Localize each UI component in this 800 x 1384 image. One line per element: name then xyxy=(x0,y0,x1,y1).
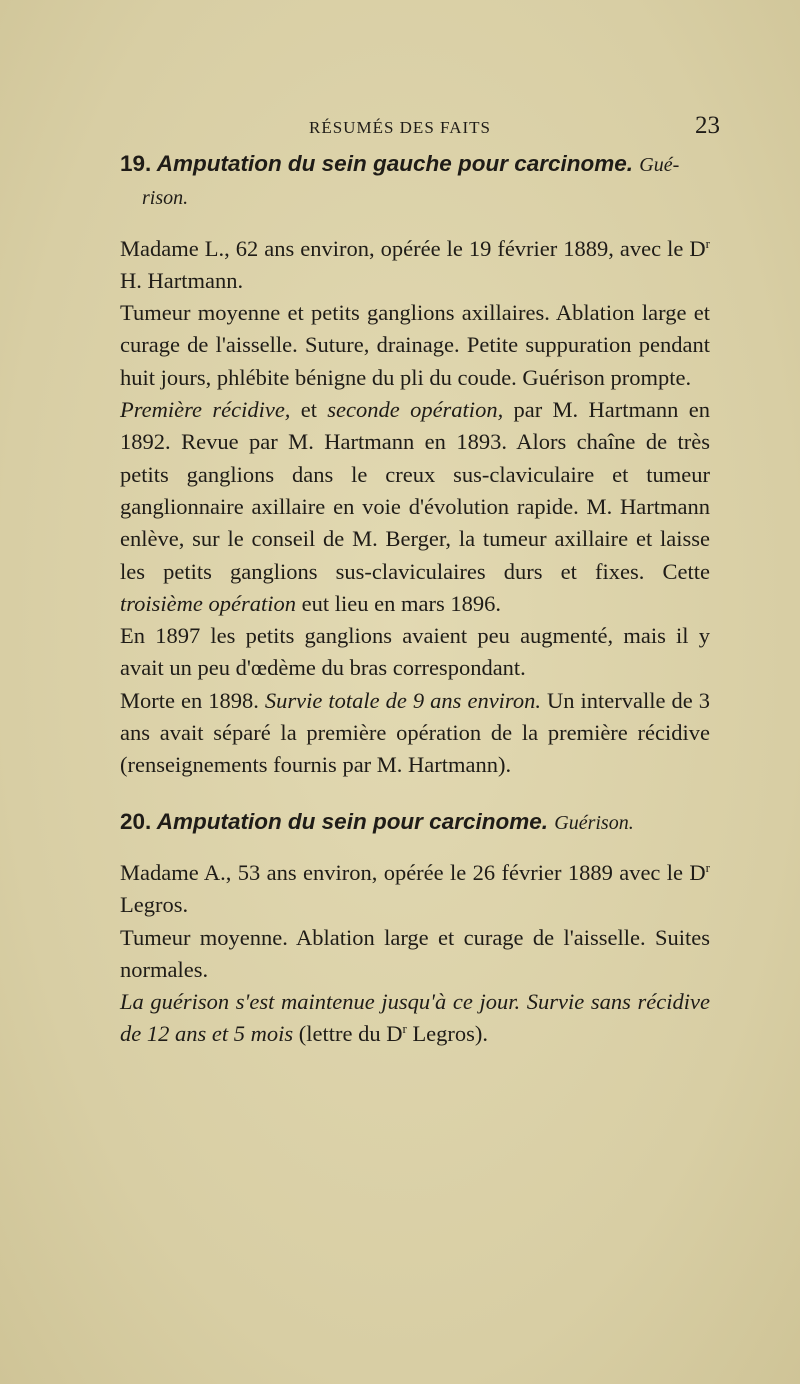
case-19-paragraph-2: Tumeur moyenne et petits ganglions axillaires. Ablation large et curage de l'aisselle. Suture, drainage. Petite suppuration pendant huit jours, phlébite bénigne du pli du coude. Guérison prompte. xyxy=(120,300,710,390)
case-19-heading xyxy=(120,148,710,215)
body-text xyxy=(120,148,710,1051)
case-19-title: Amputation du sein gauche pour carcinome. xyxy=(156,151,634,176)
case-20-heading xyxy=(120,806,710,839)
case-20-title: Amputation du sein pour carcinome. xyxy=(156,808,548,834)
case-20-number: 20. xyxy=(120,808,152,834)
case-19-paragraph-5: Morte en 1898. Survie totale de 9 ans environ. Un intervalle de 3 ans avait séparé la première opération de la première récidive (renseignements fournis par M. Hartmann). xyxy=(120,687,710,778)
case-20-paragraph-3: La guérison s'est maintenue jusqu'à ce jour. Survie sans récidive de 12 ans et 5 mois (lettre du $D^r$ Legros). xyxy=(120,989,710,1047)
case-19-paragraph-1: Madame L., 62 ans environ, opérée le 19 février 1889, avec le $D^r$ H. Hartmann. xyxy=(120,235,710,293)
case-19-number: 19. xyxy=(120,151,152,176)
case-19-paragraph-4: En 1897 les petits ganglions avaient peu augmenté, mais il y avait un peu d'œdème du bras correspondant. xyxy=(120,623,710,681)
running-title: RÉSUMÉS DES FAITS xyxy=(309,118,491,137)
page-number: 23 xyxy=(695,112,720,139)
case-20-paragraph-2: Tumeur moyenne. Ablation large et curage de l'aisselle. Suites normales. xyxy=(120,924,710,982)
case-20-outcome: Guérison. xyxy=(554,811,634,834)
case-19-outcome: Gué- rison. xyxy=(142,154,680,210)
case-20-paragraph-1: Madame A., 53 ans environ, opérée le 26 février 1889 avec le $D^r$ Legros. xyxy=(120,859,710,918)
case-19-paragraph-3: Première récidive, et seconde opération, par M. Hartmann en 1892. Revue par M. Hartmann en 1893. Alors chaîne de très petits ganglions dans le creux sus-claviculaire et tumeur ganglionnaire axillaire en voie d'évolution rapide. M. Hartmann enlève, sur le conseil de M. Berger, la tumeur axillaire et laisse les petits ganglions sus-claviculaires durs et fixes. Cette troisième opération eut lieu en mars 1896. xyxy=(120,397,710,616)
